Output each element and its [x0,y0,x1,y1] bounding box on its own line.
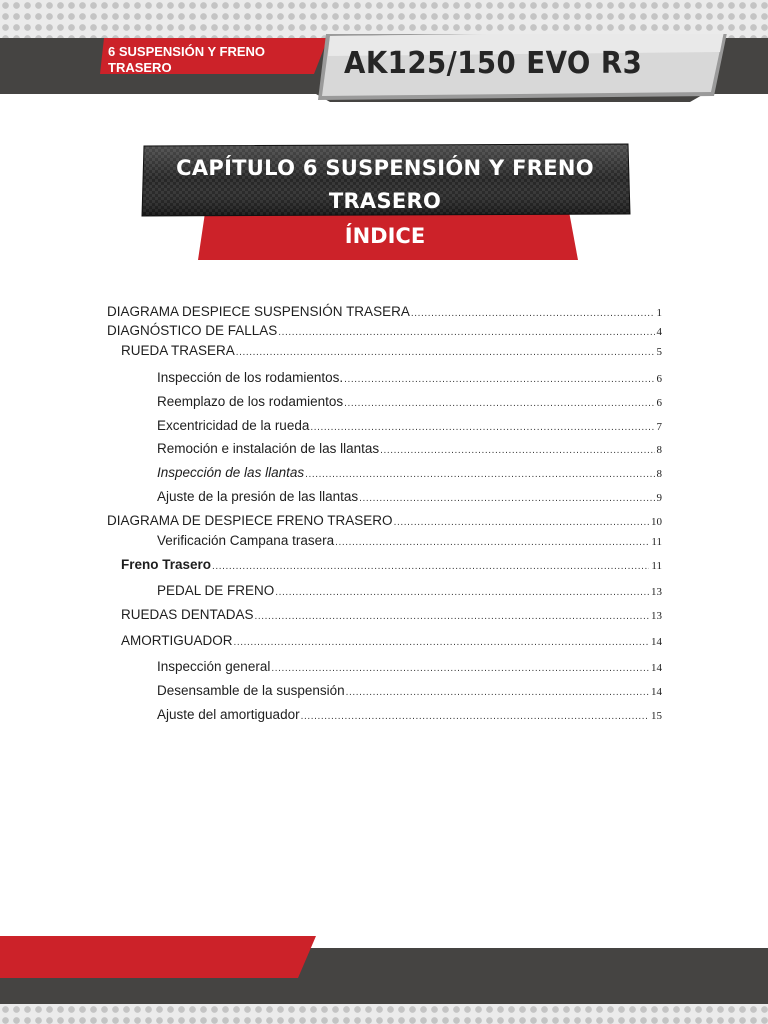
section-label-line1: 6 SUSPENSIÓN Y FRENO [108,44,266,59]
toc-entry-page: 6 [656,373,662,385]
toc-entry[interactable] [107,322,662,342]
chapter-title-line1: CAPÍTULO 6 SUSPENSIÓN Y FRENO [176,156,594,180]
toc-entry[interactable] [157,440,662,460]
toc-entry-page: 1 [656,307,662,319]
toc-entry[interactable] [107,303,662,323]
toc-entry[interactable] [121,632,662,652]
chapter-title [150,152,620,218]
toc-entry-label: Remoción e instalación de las llantas [157,441,380,456]
toc-entry[interactable] [121,342,662,362]
toc-entry[interactable] [121,556,662,576]
footer-graphic [0,936,768,1006]
toc-dot-leader [335,534,649,552]
toc-entry-label: DIAGRAMA DESPIECE SUSPENSIÓN TRASERA [107,304,410,319]
toc-dot-leader [278,324,654,342]
toc-dot-leader [275,584,649,602]
toc-entry[interactable] [157,682,662,702]
toc-entry[interactable] [157,417,662,437]
toc-dot-leader [394,514,649,532]
toc-entry-label: DIAGNÓSTICO DE FALLAS [107,323,278,338]
toc-entry-page: 13 [651,610,662,622]
toc-dot-leader [344,371,654,389]
toc-entry-label: RUEDAS DENTADAS [121,607,254,622]
toc-entry[interactable] [157,582,662,602]
toc-entry-page: 8 [656,444,662,456]
toc-entry-page: 4 [656,326,662,338]
toc-dot-leader [234,634,649,652]
toc-dot-leader [310,419,654,437]
toc-dot-leader [346,684,649,702]
toc-entry-page: 7 [656,421,662,433]
toc-entry-page: 10 [651,516,662,528]
toc-entry-label: RUEDA TRASERA [121,343,235,358]
toc-entry-page: 13 [651,586,662,598]
toc-entry-page: 6 [656,397,662,409]
section-label [108,44,308,76]
toc-entry[interactable] [157,488,662,508]
toc-entry-page: 14 [651,686,662,698]
toc-dot-leader [301,708,649,726]
toc-entry-label: Ajuste de la presión de las llantas [157,489,359,504]
toc-entry[interactable] [157,706,662,726]
toc-entry[interactable] [157,393,662,413]
toc-entry-page: 5 [656,346,662,358]
toc-entry-label: Excentricidad de la rueda [157,418,310,433]
toc-entry[interactable] [157,464,662,484]
toc-entry-label: Verificación Campana trasera [157,533,335,548]
toc-entry-page: 14 [651,636,662,648]
model-title: AK125/150 EVO R3 [344,46,643,81]
toc-dot-leader [271,660,649,678]
toc-entry-label: Desensamble de la suspensión [157,683,345,698]
toc-entry-page: 15 [651,710,662,722]
section-label-line2: TRASERO [108,60,172,75]
toc-entry-page: 11 [651,560,662,572]
index-heading: ÍNDICE [344,224,426,248]
toc-dot-leader [380,442,654,460]
toc-dot-leader [305,466,654,484]
page-footer [0,936,768,1006]
toc-entry-label: Inspección general [157,659,271,674]
toc-dot-leader [255,608,649,626]
toc-entry[interactable] [121,606,662,626]
toc-dot-leader [236,344,655,362]
chapter-title-line2: TRASERO [328,189,442,213]
toc-entry[interactable] [157,658,662,678]
footer-texture [0,1004,768,1024]
toc-dot-leader [212,558,649,576]
toc-entry-page: 11 [651,536,662,548]
toc-entry-page: 9 [656,492,662,504]
toc-entry[interactable] [157,369,662,389]
toc-entry[interactable] [157,532,662,552]
toc-entry-label: Reemplazo de los rodamientos [157,394,344,409]
toc-dot-leader [344,395,654,413]
toc-entry-label: Inspección de los rodamientos. [157,370,344,385]
toc-dot-leader [359,490,654,508]
toc-entry-page: 8 [656,468,662,480]
toc-entry-label: AMORTIGUADOR [121,633,233,648]
toc-entry-label: Ajuste del amortiguador [157,707,300,722]
toc-entry-label: Freno Trasero [121,557,212,572]
toc-entry-label: PEDAL DE FRENO [157,583,275,598]
toc-dot-leader [411,305,655,323]
toc-entry-page: 14 [651,662,662,674]
toc-entry-label: Inspección de las llantas [157,465,305,480]
toc-entry-label: DIAGRAMA DE DESPIECE FRENO TRASERO [107,513,393,528]
toc-entry[interactable] [107,512,662,532]
